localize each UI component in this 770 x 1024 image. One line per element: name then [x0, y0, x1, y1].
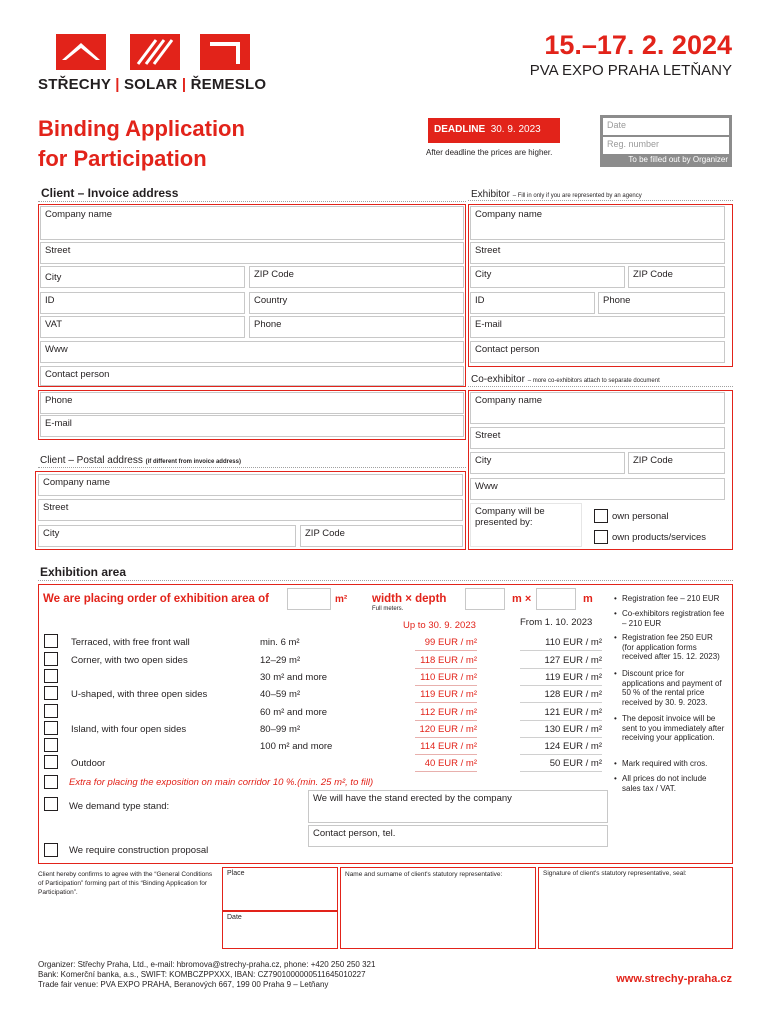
exhibitor-id-field[interactable]: ID	[470, 292, 595, 314]
late-price-underline	[520, 771, 602, 772]
client-email-field[interactable]: E-mail	[40, 415, 464, 437]
event-venue: PVA EXPO PRAHA LETŇANY	[529, 62, 732, 79]
early-price-underline	[415, 737, 477, 738]
coexhibitor-zip-field[interactable]: ZIP Code	[628, 452, 725, 474]
stand-company-field[interactable]: We will have the stand erected by the company	[308, 790, 608, 823]
organizer-date-field[interactable]: Date	[603, 118, 729, 135]
col-up-to: Up to 30. 9. 2023	[403, 620, 476, 631]
area-type-checkbox[interactable]	[44, 634, 58, 648]
construction-checkbox[interactable]	[44, 843, 58, 857]
coexhibitor-www-field[interactable]: Www	[470, 478, 725, 500]
extra-corridor-label: Extra for placing the exposition on main corridor 10 %.(min. 25 m², to fill)	[69, 777, 374, 788]
early-price: 99 EUR / m²	[424, 637, 477, 648]
postal-city-field[interactable]: City	[38, 525, 296, 547]
coexhibitor-street-field[interactable]: Street	[470, 427, 725, 449]
roof-logo-icon	[56, 34, 106, 70]
late-price: 110 EUR / m²	[545, 637, 602, 648]
own-personal-checkbox[interactable]	[594, 509, 608, 523]
early-price: 110 EUR / m²	[420, 672, 477, 683]
exhibition-heading: Exhibition area	[40, 565, 127, 579]
late-price: 130 EUR / m²	[544, 724, 602, 735]
area-type-checkbox[interactable]	[44, 721, 58, 735]
stand-contact-field[interactable]: Contact person, tel.	[308, 825, 608, 847]
deadline-note: After deadline the prices are higher.	[426, 148, 553, 157]
early-price: 118 EUR / m²	[420, 655, 477, 666]
late-price-underline	[520, 702, 602, 703]
exhibitor-phone-field[interactable]: Phone	[598, 292, 725, 314]
signature-field[interactable]: Signature of client's statutory representative, seal:	[538, 867, 733, 949]
client-www-field[interactable]: Www	[40, 341, 464, 363]
postal-company-field[interactable]: Company name	[38, 474, 463, 496]
exhibitor-email-field[interactable]: E-mail	[470, 316, 725, 338]
late-price: 128 EUR / m²	[544, 689, 602, 700]
extra-corridor-checkbox[interactable]	[44, 775, 58, 789]
area-type-checkbox[interactable]	[44, 669, 58, 683]
solar-logo-icon	[130, 34, 180, 70]
early-price: 120 EUR / m²	[419, 724, 477, 735]
full-meters-note: Full meters.	[372, 606, 404, 612]
late-price: 127 EUR / m²	[544, 655, 602, 666]
organizer-box	[600, 115, 732, 167]
footer-info: Organizer: Střechy Praha, Ltd., e-mail: hbromova@strechy-praha.cz, phone: +420 250 250 321 Bank: Komerční banka, a.s., SWIFT: KOMBCZPPXXX, IBAN: CZ7901000000511645010227 Trade fair venue: PVA EXPO PRAHA, Beranových 667, 199 00 Praha 9 – Letňany	[38, 960, 376, 989]
area-type-label: Terraced, with free front wall	[71, 637, 190, 648]
client-id-field[interactable]: ID	[40, 292, 245, 314]
early-price: 112 EUR / m²	[420, 707, 477, 718]
page-title: Binding Application for Participation	[38, 116, 245, 171]
client-city-field[interactable]: City	[40, 266, 245, 288]
late-price: 119 EUR / m²	[545, 672, 602, 683]
deadline-badge: DEADLINE 30. 9. 2023	[428, 118, 560, 143]
width-depth-label: width × depth	[372, 593, 447, 605]
early-price-underline	[415, 771, 477, 772]
client-heading-rule	[38, 201, 466, 202]
exhibitor-street-field[interactable]: Street	[470, 242, 725, 264]
area-type-checkbox[interactable]	[44, 755, 58, 769]
note-item: • Mark required with cros.	[622, 759, 726, 769]
coexhibitor-city-field[interactable]: City	[470, 452, 625, 474]
stand-type-label: We demand type stand:	[69, 801, 170, 812]
m2-label: m²	[335, 594, 348, 605]
area-type-label: Corner, with two open sides	[71, 655, 188, 666]
brand-name: STŘECHY | SOLAR | ŘEMESLO	[38, 76, 267, 93]
exhibitor-zip-field[interactable]: ZIP Code	[628, 266, 725, 288]
logo	[38, 34, 268, 96]
late-price-underline	[520, 720, 602, 721]
postal-heading-rule	[38, 467, 466, 468]
area-size: 60 m² and more	[260, 707, 328, 718]
client-country-field[interactable]: Country	[249, 292, 464, 314]
late-price-underline	[520, 668, 602, 669]
late-price-underline	[520, 754, 602, 755]
early-price-underline	[415, 754, 477, 755]
construction-label: We require construction proposal	[69, 845, 209, 856]
area-size: 12–29 m²	[260, 655, 301, 666]
m-x-label: m ×	[512, 593, 532, 605]
client-phone2-field[interactable]: Phone	[40, 392, 464, 414]
organizer-reg-field[interactable]: Reg. number	[603, 137, 729, 154]
own-personal-label: own personal	[612, 511, 669, 522]
area-type-checkbox[interactable]	[44, 738, 58, 752]
note-item: • Co-exhibitors registration fee – 210 EUR	[622, 609, 726, 628]
depth-input[interactable]	[536, 588, 576, 610]
area-input[interactable]	[287, 588, 331, 610]
postal-street-field[interactable]: Street	[38, 499, 463, 521]
area-type-label: Island, with four open sides	[71, 724, 187, 735]
date-field[interactable]: Date	[222, 911, 338, 949]
exhibitor-company-field[interactable]: Company name	[470, 206, 725, 240]
coexhibitor-presented-field: Company will be presented by:	[470, 503, 582, 547]
area-type-checkbox[interactable]	[44, 686, 58, 700]
area-type-label: U-shaped, with three open sides	[71, 689, 208, 700]
note-item: • Discount price for applications and payment of 50 % of the rental price received by 30. 9. 2023.	[622, 669, 726, 707]
col-from: From 1. 10. 2023	[520, 617, 593, 628]
area-type-checkbox[interactable]	[44, 704, 58, 718]
area-size: 40–59 m²	[260, 689, 301, 700]
width-input[interactable]	[465, 588, 505, 610]
name-field[interactable]: Name and surname of client's statutory representative:	[340, 867, 536, 949]
note-item: • Registration fee 250 EUR (for application forms received after 15. 12. 2023)	[622, 633, 726, 662]
early-price-underline	[415, 650, 477, 651]
exhibitor-city-field[interactable]: City	[470, 266, 625, 288]
event-dates: 15.–17. 2. 2024	[544, 30, 732, 60]
client-phone-field[interactable]: Phone	[249, 316, 464, 338]
coexhibitor-heading-rule	[468, 386, 733, 387]
area-size: min. 6 m²	[260, 637, 300, 648]
client-street-field[interactable]: Street	[40, 242, 464, 264]
late-price-underline	[520, 650, 602, 651]
late-price-underline	[520, 685, 602, 686]
exhibitor-heading-rule	[468, 200, 733, 201]
early-price-underline	[415, 685, 477, 686]
note-item: • The deposit invoice will be sent to you immediately after receiving your application.	[622, 714, 726, 743]
area-size: 100 m² and more	[260, 741, 333, 752]
postal-heading: Client – Postal address (if different from invoice address)	[40, 455, 241, 466]
m-label: m	[583, 593, 593, 605]
craft-logo-icon	[200, 34, 250, 70]
area-size: 30 m² and more	[260, 672, 328, 683]
late-price: 124 EUR / m²	[544, 741, 602, 752]
coexhibitor-heading: Co-exhibitor – more co-exhibitors attach to separate document	[471, 374, 660, 385]
early-price-underline	[415, 668, 477, 669]
own-products-label: own products/services	[612, 532, 706, 543]
client-heading: Client – Invoice address	[41, 186, 179, 200]
late-price: 50 EUR / m²	[549, 758, 602, 769]
exhibitor-contact-field[interactable]: Contact person	[470, 341, 725, 363]
note-item: • Registration fee – 210 EUR	[622, 594, 726, 604]
exhibition-heading-rule	[38, 580, 733, 581]
early-price: 119 EUR / m²	[420, 689, 477, 700]
place-field[interactable]: Place	[222, 867, 338, 911]
early-price: 114 EUR / m²	[420, 741, 477, 752]
stand-type-checkbox[interactable]	[44, 797, 58, 811]
early-price-underline	[415, 702, 477, 703]
note-item: • All prices do not include sales tax / VAT.	[622, 774, 726, 793]
late-price-underline	[520, 737, 602, 738]
client-vat-field[interactable]: VAT	[40, 316, 245, 338]
organizer-note: To be filled out by Organizer	[628, 155, 728, 164]
area-type-label: Outdoor	[71, 758, 106, 769]
area-size: 80–99 m²	[260, 724, 301, 735]
postal-zip-field[interactable]: ZIP Code	[300, 525, 463, 547]
own-products-checkbox[interactable]	[594, 530, 608, 544]
client-zip-field[interactable]: ZIP Code	[249, 266, 464, 288]
coexhibitor-company-field[interactable]: Company name	[470, 392, 725, 424]
client-contact-field[interactable]: Contact person	[40, 366, 464, 386]
exhibitor-heading: Exhibitor – Fill in only if you are represented by an agency	[471, 189, 642, 200]
early-price-underline	[415, 720, 477, 721]
order-label: We are placing order of exhibition area of	[43, 593, 270, 605]
client-company-field[interactable]: Company name	[40, 206, 464, 240]
early-price: 40 EUR / m²	[424, 758, 477, 769]
website-link[interactable]: www.strechy-praha.cz	[616, 973, 732, 985]
late-price: 121 EUR / m²	[544, 707, 602, 718]
area-type-checkbox[interactable]	[44, 652, 58, 666]
client-contact-frame	[38, 390, 466, 440]
agreement-text: Client hereby confirms to agree with the “General Conditions of Participation” forming part of this “Binding Application for Participation”.	[38, 871, 213, 896]
